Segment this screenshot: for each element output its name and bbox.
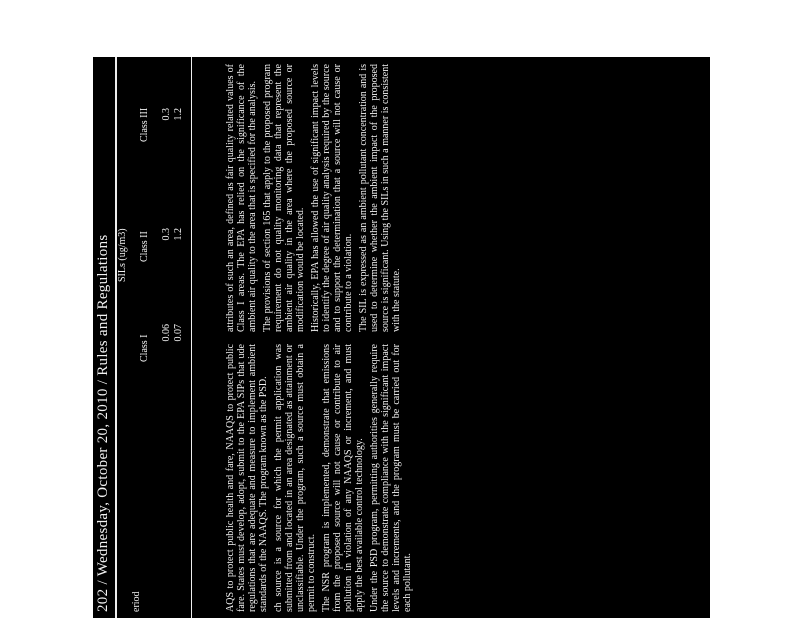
header-rule	[115, 57, 117, 618]
table-row	[173, 63, 185, 612]
page-header: 202 / Wednesday, October 20, 2010 / Rules and Regulations	[95, 234, 111, 612]
paragraph: The NSR program is implemented, demonstrate that emissions from the proposed source will not cause or contribute to air pollution in violation of any NAAQS or increment, and must apply the best available control technology.	[321, 344, 365, 612]
paragraph: attributes of such an area, defined as fair quality related values of Class I areas. The EPA has relied on the significance of the ambient air quality to the area that is specified for the analysis.	[225, 64, 258, 332]
cell: 0.06	[161, 324, 172, 342]
col-header-class-3: Class III	[139, 107, 150, 142]
scanned-page	[93, 57, 710, 618]
cell: 1.2	[173, 228, 184, 241]
table-rule	[191, 57, 192, 618]
text-column-left	[225, 344, 705, 612]
rotated-page	[93, 57, 710, 618]
cell: 1.2	[173, 108, 184, 121]
col-header-class-1: Class I	[139, 334, 150, 362]
paragraph: AQS to protect public health and fare, NAAQS to protect public fare. States must develop, adopt, submit to the EPA SIPs that ude regulations that are adequate and measure to implement ambient standards of the NAAQS. The program known as the PSD.	[225, 344, 269, 612]
paragraph: Under the PSD program, permitting authorities generally require the source to demonstrate compliance with the significant impact levels and increments, and the program must be carried out for each pollutant.	[369, 344, 413, 612]
cell: 0.3	[161, 228, 172, 241]
table-row	[161, 63, 173, 612]
cell: 0.3	[161, 108, 172, 121]
table-title: eriod	[131, 591, 142, 612]
table-subtitle: SILs (ug/m3)	[117, 228, 128, 282]
cell: 0.07	[173, 324, 184, 342]
paragraph: Historically, EPA has allowed the use of significant impact levels to identify the degree of air quality analysis required by the source and to support the determination that a source will not cause or contribute to a violation.	[310, 64, 354, 332]
paragraph: The SIL is expressed as an ambient pollutant concentration and is used to determine whether the ambient impact of the proposed source is significant. Using the SILs in such a manner is consistent with the statute.	[358, 64, 402, 332]
text-column-right	[225, 64, 705, 332]
paragraph: ch source is a source for which the permit application was submitted from and located in an area designated as attainment or unclassifiable. Under the program, such a source must obtain a permit to construct.	[273, 344, 317, 612]
col-header-class-2: Class II	[139, 231, 150, 262]
paragraph: The provisions of section 165 that apply to the proposed program requirement do not quality monitoring data that represent the ambient air quality in the area where the proposed source or modification would be located.	[262, 64, 306, 332]
